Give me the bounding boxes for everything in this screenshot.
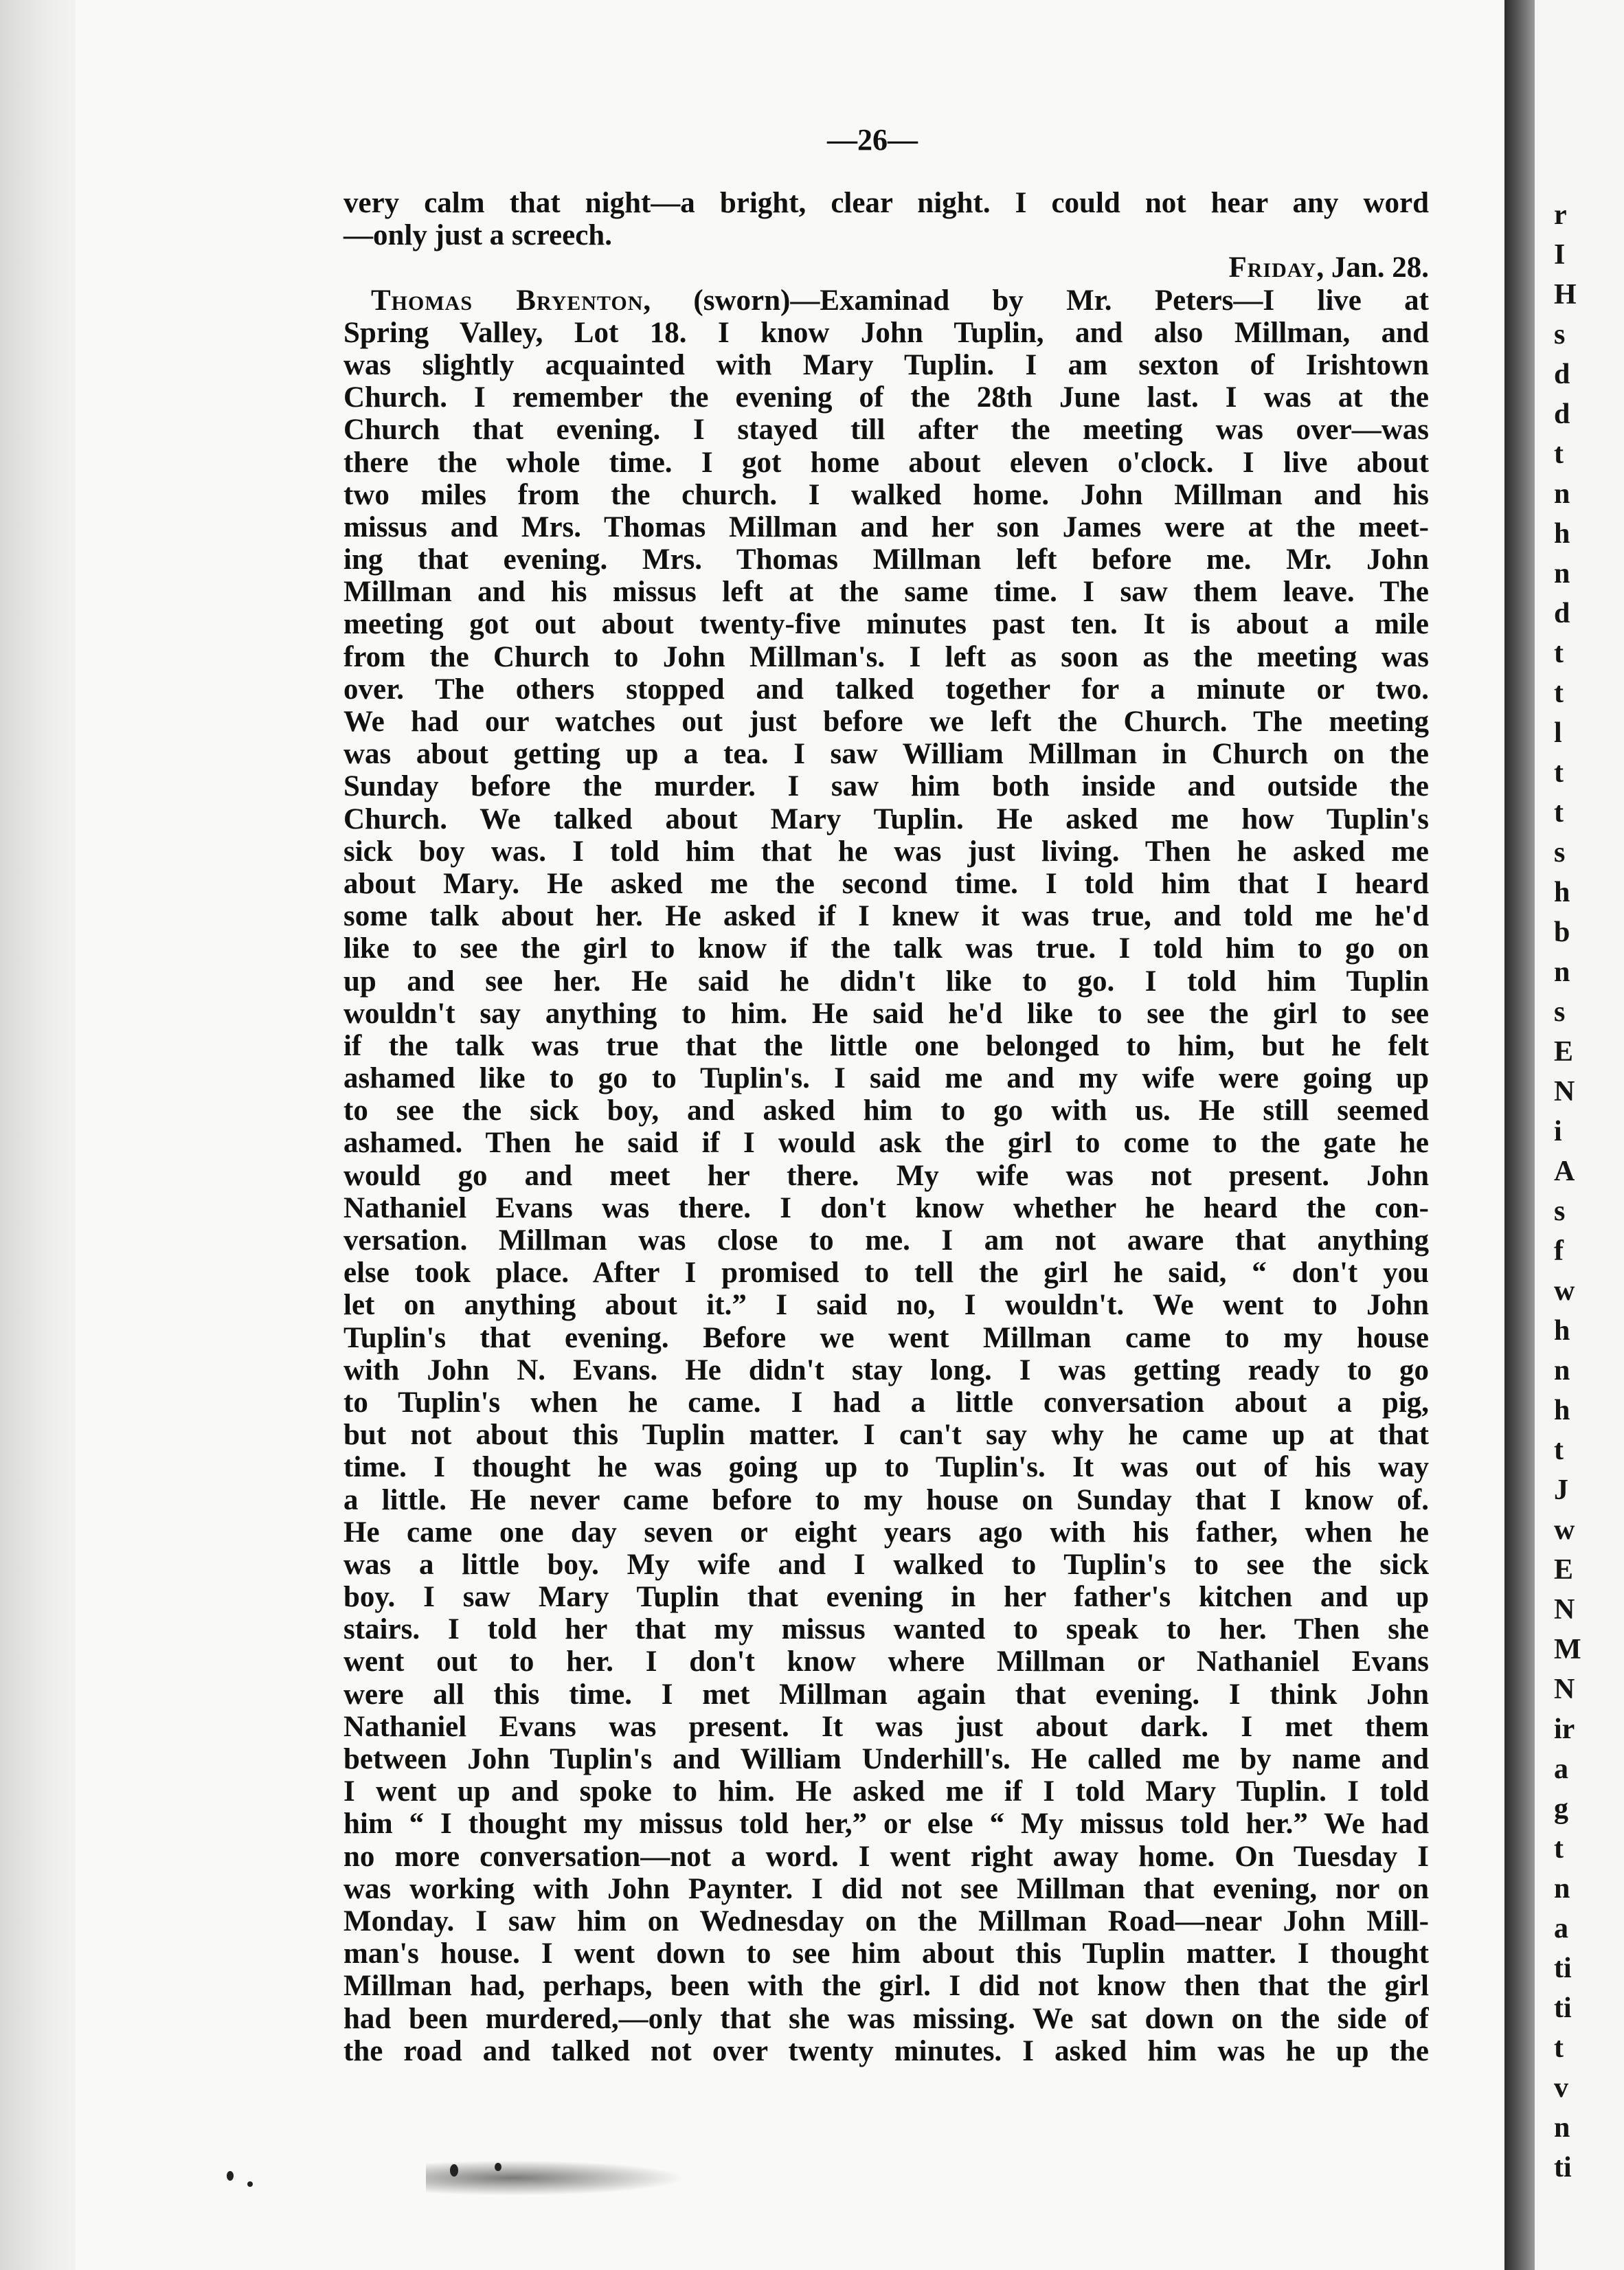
text-line: meeting got out about twenty-five minutes past ten. It is about a mile	[343, 608, 1429, 641]
adjacent-page-letter: s	[1554, 996, 1566, 1028]
text-line: stairs. I told her that my missus wanted to speak to her. Then she	[343, 1613, 1429, 1646]
adjacent-page-letter: n	[1554, 956, 1570, 988]
text-line: Millman had, perhaps, been with the girl. I did not know then that the girl	[343, 1970, 1429, 2003]
ink-speck	[450, 2164, 458, 2177]
text-line: missus and Mrs. Thomas Millman and her son James were at the meet-	[343, 510, 1429, 543]
adjacent-page-letter: w	[1554, 1275, 1575, 1307]
adjacent-page-letter: H	[1554, 279, 1577, 311]
text-line: ing that evening. Mrs. Thomas Millman left before me. Mr. John	[343, 543, 1429, 576]
adjacent-page-letter: J	[1554, 1474, 1568, 1506]
text-line: was about getting up a tea. I saw William Millman in Church on the	[343, 738, 1429, 771]
adjacent-page-letter: h	[1554, 877, 1570, 908]
text-line: went out to her. I don't know where Millman or Nathaniel Evans	[343, 1645, 1429, 1678]
text-line: up and see her. He said he didn't like to go. I told him Tuplin	[343, 965, 1429, 998]
adjacent-page-letter: d	[1554, 398, 1570, 430]
text-line: man's house. I went down to see him about this Tuplin matter. I thought	[343, 1937, 1429, 1970]
adjacent-page-letter: r	[1554, 199, 1567, 231]
text-line: two miles from the church. I walked home. John Millman and his	[343, 478, 1429, 511]
text-line: but not about this Tuplin matter. I can't say why he came up at that	[343, 1419, 1429, 1452]
text-line: to see the sick boy, and asked him to go with us. He still seemed	[343, 1094, 1429, 1127]
text-line: there the whole time. I got home about eleven o'clock. I live about	[343, 446, 1429, 479]
date-rest: , Jan. 28.	[1316, 251, 1429, 284]
adjacent-page-letter: s	[1554, 837, 1566, 868]
session-date	[343, 251, 1429, 284]
text-line: Church. We talked about Mary Tuplin. He asked me how Tuplin's	[343, 802, 1429, 835]
text-line: versation. Millman was close to me. I am not aware that anything	[343, 1224, 1429, 1257]
date-day: Friday	[1228, 251, 1317, 284]
text-line: ashamed. Then he said if I would ask the girl to come to the gate he	[343, 1127, 1429, 1160]
text-line: him “ I thought my missus told her,” or else “ My missus told her.” We had	[343, 1808, 1429, 1841]
adjacent-page-letter: s	[1554, 319, 1566, 350]
adjacent-page-letter: t	[1554, 797, 1564, 829]
text-line: Monday. I saw him on Wednesday on the Millman Road—near John Mill-	[343, 1904, 1429, 1937]
page-number: —26—	[827, 123, 918, 157]
text-line: Church that evening. I stayed till after the meeting was over—was	[343, 414, 1429, 447]
text-line: would go and meet her there. My wife was not present. John	[343, 1159, 1429, 1192]
adjacent-page-letter: b	[1554, 917, 1570, 948]
text-line: We had our watches out just before we left the Church. The meeting	[343, 706, 1429, 738]
text-line: Millman and his missus left at the same time. I saw them leave. The	[343, 576, 1429, 609]
text-line: wouldn't say anything to him. He said he'd like to see the girl to see	[343, 997, 1429, 1030]
adjacent-page-fragment	[1535, 0, 1624, 2270]
adjacent-page-letter: ti	[1554, 1992, 1572, 2024]
text-line: ashamed like to go to Tuplin's. I said me and my wife were going up	[343, 1062, 1429, 1095]
adjacent-page-letter: N	[1554, 1076, 1575, 1108]
text-line: was working with John Paynter. I did not see Millman that evening, nor on	[343, 1872, 1429, 1905]
adjacent-page-letter: t	[1554, 1435, 1564, 1466]
adjacent-page-letter: i	[1554, 1116, 1562, 1147]
adjacent-page-letter: N	[1554, 1594, 1575, 1626]
text-line: sick boy was. I told him that he was just living. Then he asked me	[343, 835, 1429, 868]
body-text	[343, 187, 1429, 2067]
text-line: was slightly acquainted with Mary Tuplin. I am sexton of Irishtown	[343, 348, 1429, 381]
adjacent-page-letter: t	[1554, 677, 1564, 709]
text-line: Nathaniel Evans was there. I don't know whether he heard the con-	[343, 1191, 1429, 1224]
adjacent-page-letter: d	[1554, 359, 1570, 390]
text-line: were all this time. I met Millman again that evening. I think John	[343, 1678, 1429, 1711]
adjacent-page-letter: t	[1554, 757, 1564, 789]
witness-intro-line	[343, 284, 1429, 317]
text-line: Sunday before the murder. I saw him both inside and outside the	[343, 770, 1429, 803]
adjacent-page-letter: l	[1554, 717, 1562, 749]
adjacent-page-letter: E	[1554, 1554, 1574, 1586]
text-line: Spring Valley, Lot 18. I know John Tuplin, and also Millman, and	[343, 316, 1429, 349]
adjacent-page-letter: ti	[1554, 2152, 1572, 2183]
adjacent-page-letter: s	[1554, 1195, 1566, 1227]
witness-intro: , (sworn)—Examinad by Mr. Peters—I live at	[643, 284, 1429, 317]
adjacent-page-letter: ir	[1554, 1713, 1575, 1745]
adjacent-page-letter: w	[1554, 1514, 1575, 1546]
adjacent-page-letter: t	[1554, 638, 1564, 669]
text-line: if the talk was true that the little one belonged to him, but he felt	[343, 1029, 1429, 1062]
adjacent-page-letter: a	[1554, 1753, 1568, 1785]
ink-smudge	[426, 2157, 714, 2199]
adjacent-page-letter: n	[1554, 2112, 1570, 2144]
adjacent-page-letter: N	[1554, 1674, 1575, 1705]
ink-speck	[495, 2163, 501, 2171]
text-line: He came one day seven or eight years ago with his father, when he	[343, 1516, 1429, 1549]
adjacent-page-letter: t	[1554, 2032, 1564, 2064]
text-line: was a little boy. My wife and I walked to Tuplin's to see the sick	[343, 1548, 1429, 1581]
adjacent-page-letter: h	[1554, 1395, 1570, 1426]
adjacent-page-letter: t	[1554, 1833, 1564, 1865]
text-line: to Tuplin's when he came. I had a little conversation about a pig,	[343, 1386, 1429, 1419]
text-line: some talk about her. He asked if I knew it was true, and told me he'd	[343, 900, 1429, 933]
text-line: had been murdered,—only that she was missing. We sat down on the side of	[343, 2002, 1429, 2035]
adjacent-page-letter: A	[1554, 1156, 1575, 1187]
text-line: boy. I saw Mary Tuplin that evening in her father's kitchen and up	[343, 1581, 1429, 1614]
adjacent-page-letter: n	[1554, 1355, 1570, 1386]
adjacent-page-letter: a	[1554, 1913, 1568, 1944]
text-line: the road and talked not over twenty minutes. I asked him was he up the	[343, 2034, 1429, 2067]
adjacent-page-letter: g	[1554, 1793, 1568, 1825]
witness-name: Thomas Bryenton	[371, 284, 644, 317]
adjacent-page-letter: d	[1554, 598, 1570, 629]
text-line: like to see the girl to know if the talk was true. I told him to go on	[343, 932, 1429, 965]
adjacent-page-letter: ti	[1554, 1953, 1572, 1984]
adjacent-page-letter: I	[1554, 239, 1566, 271]
text-line: about Mary. He asked me the second time. I told him that I heard	[343, 867, 1429, 900]
scan-left-margin	[0, 0, 76, 2270]
text-line: Church. I remember the evening of the 28th June last. I was at the	[343, 381, 1429, 414]
adjacent-page-letter: v	[1554, 2072, 1568, 2104]
text-line: very calm that night—a bright, clear night. I could not hear any word	[343, 187, 1429, 219]
text-line: between John Tuplin's and William Underhill's. He called me by name and	[343, 1743, 1429, 1775]
adjacent-page-letter: t	[1554, 438, 1564, 470]
adjacent-page-letter: n	[1554, 478, 1570, 510]
adjacent-page-letter: n	[1554, 1873, 1570, 1904]
text-line: —only just a screech.	[343, 219, 612, 252]
text-line: over. The others stopped and talked together for a minute or two.	[343, 673, 1429, 706]
text-line: Nathaniel Evans was present. It was just about dark. I met them	[343, 1710, 1429, 1743]
adjacent-page-letter: h	[1554, 518, 1570, 550]
adjacent-page-letter: n	[1554, 558, 1570, 589]
text-line: no more conversation—not a word. I went right away home. On Tuesday I	[343, 1840, 1429, 1873]
text-line: from the Church to John Millman's. I left as soon as the meeting was	[343, 640, 1429, 673]
ink-speck	[247, 2181, 253, 2187]
text-line: time. I thought he was going up to Tuplin's. It was out of his way	[343, 1451, 1429, 1484]
text-line: else took place. After I promised to tell the girl he said, “ don't you	[343, 1257, 1429, 1290]
adjacent-page-letter: h	[1554, 1315, 1570, 1347]
adjacent-page-letter: M	[1554, 1634, 1581, 1665]
text-line: a little. He never came before to my house on Sunday that I know of.	[343, 1483, 1429, 1516]
text-line: I went up and spoke to him. He asked me if I told Mary Tuplin. I told	[343, 1775, 1429, 1808]
book-gutter	[1504, 0, 1535, 2270]
text-line: Tuplin's that evening. Before we went Millman came to my house	[343, 1321, 1429, 1354]
text-line: let on anything about it.” I said no, I wouldn't. We went to John	[343, 1289, 1429, 1322]
adjacent-page-letter: f	[1554, 1235, 1564, 1267]
adjacent-page-letter: E	[1554, 1036, 1574, 1068]
text-line: with John N. Evans. He didn't stay long. I was getting ready to go	[343, 1353, 1429, 1386]
testimony-lines	[343, 317, 1429, 2067]
ink-speck	[227, 2171, 234, 2181]
